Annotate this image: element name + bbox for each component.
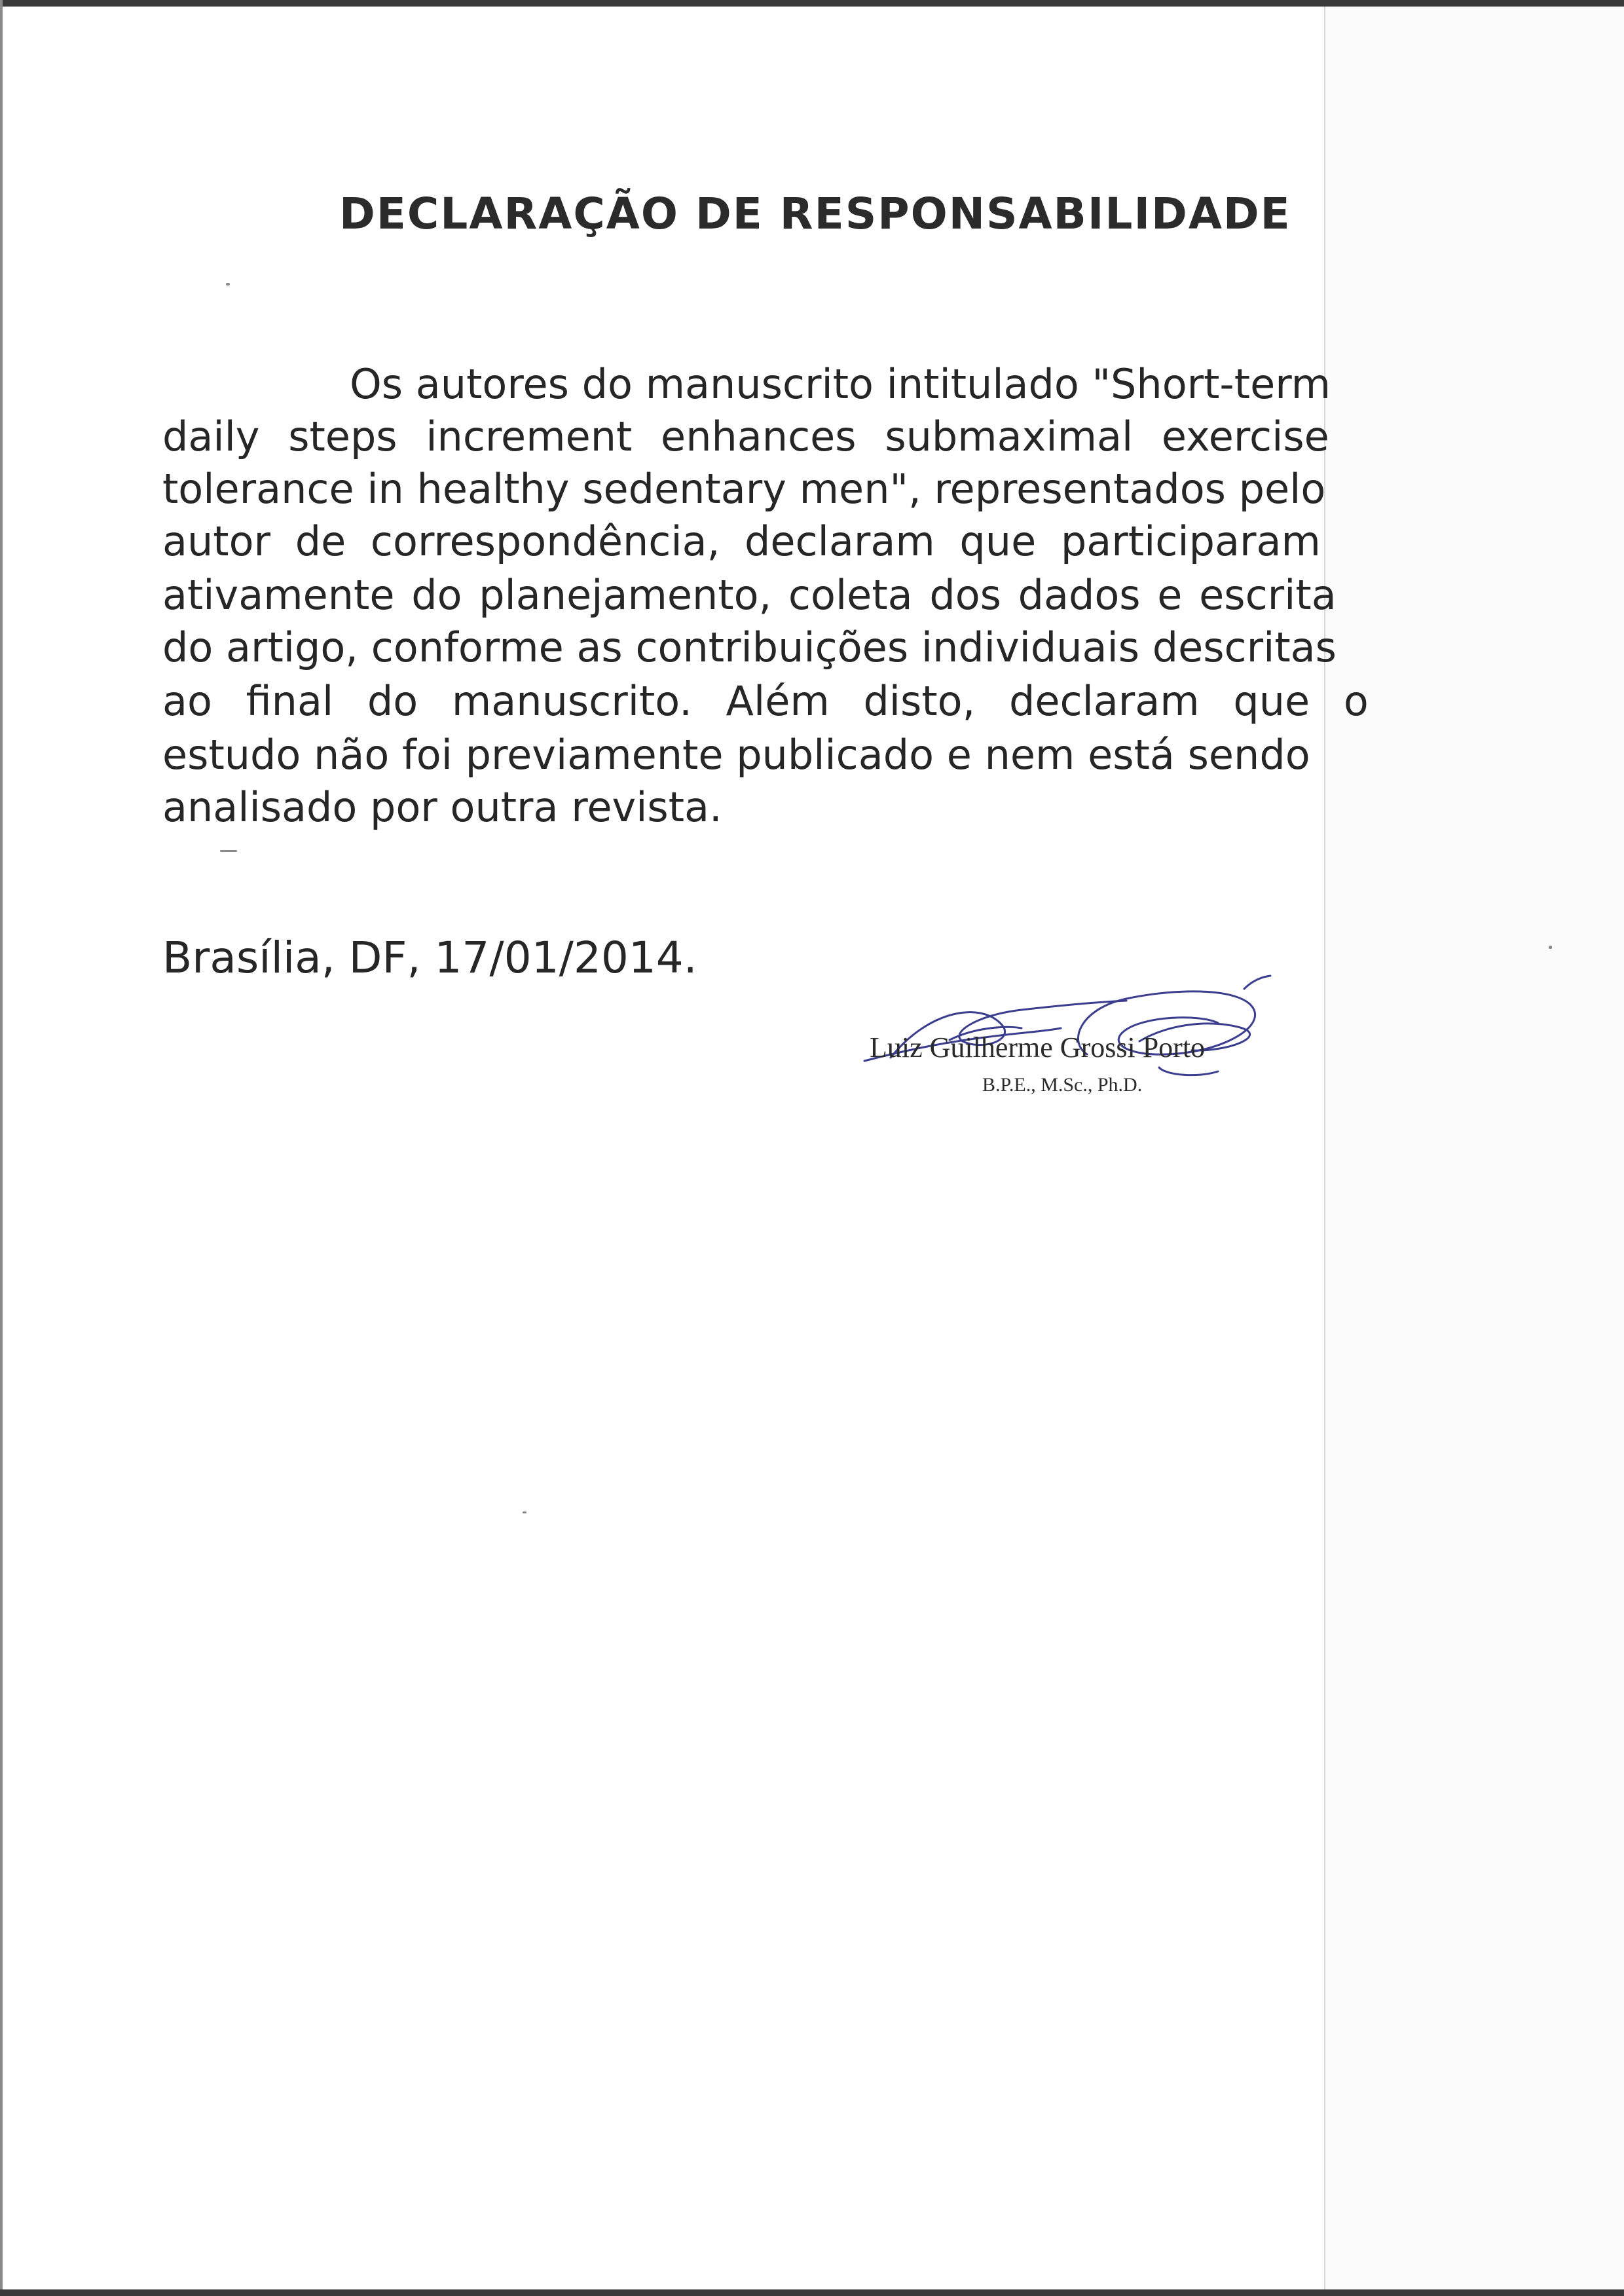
scan-speck — [523, 1511, 526, 1513]
scan-bottom-border — [0, 2289, 1624, 2296]
body-text-line: do artigo, conforme as contribuições individuais descritas — [162, 623, 1337, 671]
body-text-line: estudo não foi previamente publicado e nem está sendo — [162, 731, 1310, 779]
body-text-line: daily steps increment enhances submaximal exercise — [162, 413, 1329, 460]
body-text-line: Os autores do manuscrito intitulado "Short-term — [350, 360, 1331, 408]
body-text-line: ao final do manuscrito. Além disto, declaram que o — [162, 677, 1369, 725]
body-text-line: analisado por outra revista. — [162, 783, 722, 831]
body-text-line: ativamente do planejamento, coleta dos dados e escrita — [162, 571, 1337, 619]
signer-credentials: B.P.E., M.Sc., Ph.D. — [982, 1074, 1143, 1096]
scan-speck — [226, 283, 230, 286]
body-text-line: autor de correspondência, declaram que participaram — [162, 517, 1321, 565]
scan-speck — [1549, 946, 1552, 949]
scan-speck — [220, 850, 237, 852]
document-title: DECLARAÇÃO DE RESPONSABILIDADE — [339, 189, 1291, 239]
signer-name: Luiz Guilherme Grossi Porto — [870, 1031, 1206, 1064]
body-text-line: tolerance in healthy sedentary men", representados pelo — [162, 465, 1326, 513]
place-and-date: Brasília, DF, 17/01/2014. — [162, 933, 697, 983]
